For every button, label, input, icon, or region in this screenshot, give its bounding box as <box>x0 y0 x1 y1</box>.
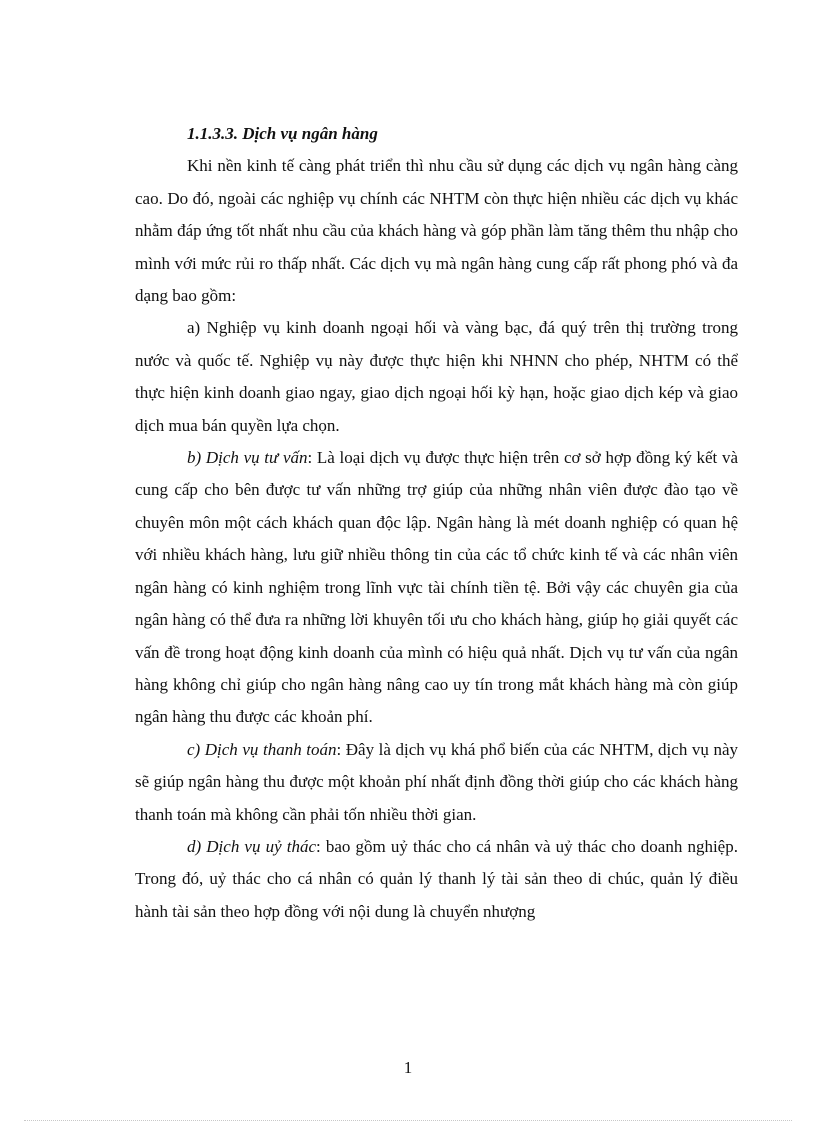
item-a-paragraph: a) Nghiệp vụ kinh doanh ngoại hối và vàng bạc, đá quý trên thị trường trong nước và quốc tế. Nghiệp vụ này được thực hiện khi NHNN cho phép, NHTM có thể thực hiện kinh doanh giao ngay, giao dịch ngoại hối kỳ hạn, hoặc giao dịch kép và giao dịch mua bán quyền lựa chọn. <box>135 318 738 435</box>
page-boundary-rule <box>24 1120 792 1121</box>
page-number: 1 <box>403 1058 413 1077</box>
section-heading: 1.1.3.3. Dịch vụ ngân hàng <box>187 124 378 143</box>
intro-paragraph: Khi nền kinh tế càng phát triển thì nhu cầu sử dụng các dịch vụ ngân hàng càng cao. Do đó, ngoài các nghiệp vụ chính các NHTM còn thực hiện nhiều các dịch vụ khác nhằm đáp ứng tốt nhất nhu cầu của khách hàng và góp phần làm tăng thêm thu nhập cho mình với mức rủi ro thấp nhất. Các dịch vụ mà ngân hàng cung cấp rất phong phó và đa dạng bao gồm: <box>135 156 738 306</box>
item-d-paragraph <box>135 831 738 928</box>
item-b-label: b) Dịch vụ tư vấn <box>187 448 308 468</box>
item-b-paragraph <box>135 442 738 734</box>
item-d-text: : bao gồm uỷ thác cho cá nhân và uỷ thác cho doanh nghiệp. Trong đó, uỷ thác cho cá nhân có quản lý thanh lý tài sản theo di chúc, quản lý điều hành tài sản theo hợp đồng với nội dung là chuyển nhượng <box>135 836 738 921</box>
item-c-paragraph <box>135 734 738 831</box>
item-d-label: d) Dịch vụ uỷ thác <box>187 836 317 856</box>
item-b-text: : Là loại dịch vụ được thực hiện trên cơ sở hợp đồng ký kết và cung cấp cho bên được tư vấn những trợ giúp của những nhân viên được đào tạo về chuyên môn một cách khách quan độc lập. Ngân hàng là mét doanh nghiệp có quan hệ với nhiều khách hàng, lưu giữ nhiều thông tin của các tổ chức kinh tế và các nhân viên ngân hàng có kinh nghiệm trong lĩnh vực tài chính tiền tệ. Bởi vậy các chuyên gia của ngân hàng có thể đưa ra những lời khuyên tối ưu cho khách hàng, giúp họ giải quyết các vấn đề trong hoạt động kinh doanh của mình có hiệu quả nhất. Dịch vụ tư vấn của ngân hàng không chỉ giúp cho ngân hàng nâng cao uy tín trong mắt khách hàng mà còn giúp ngân hàng thu được các khoản phí. <box>135 448 738 727</box>
page-content <box>135 118 738 928</box>
item-c-label: c) Dịch vụ thanh toán <box>187 739 337 759</box>
item-c-text: : Đây là dịch vụ khá phổ biến của các NHTM, dịch vụ này sẽ giúp ngân hàng thu được một khoản phí nhất định đồng thời giúp cho các khách hàng thanh toán mà không cần phải tốn nhiều thời gian. <box>135 739 738 824</box>
